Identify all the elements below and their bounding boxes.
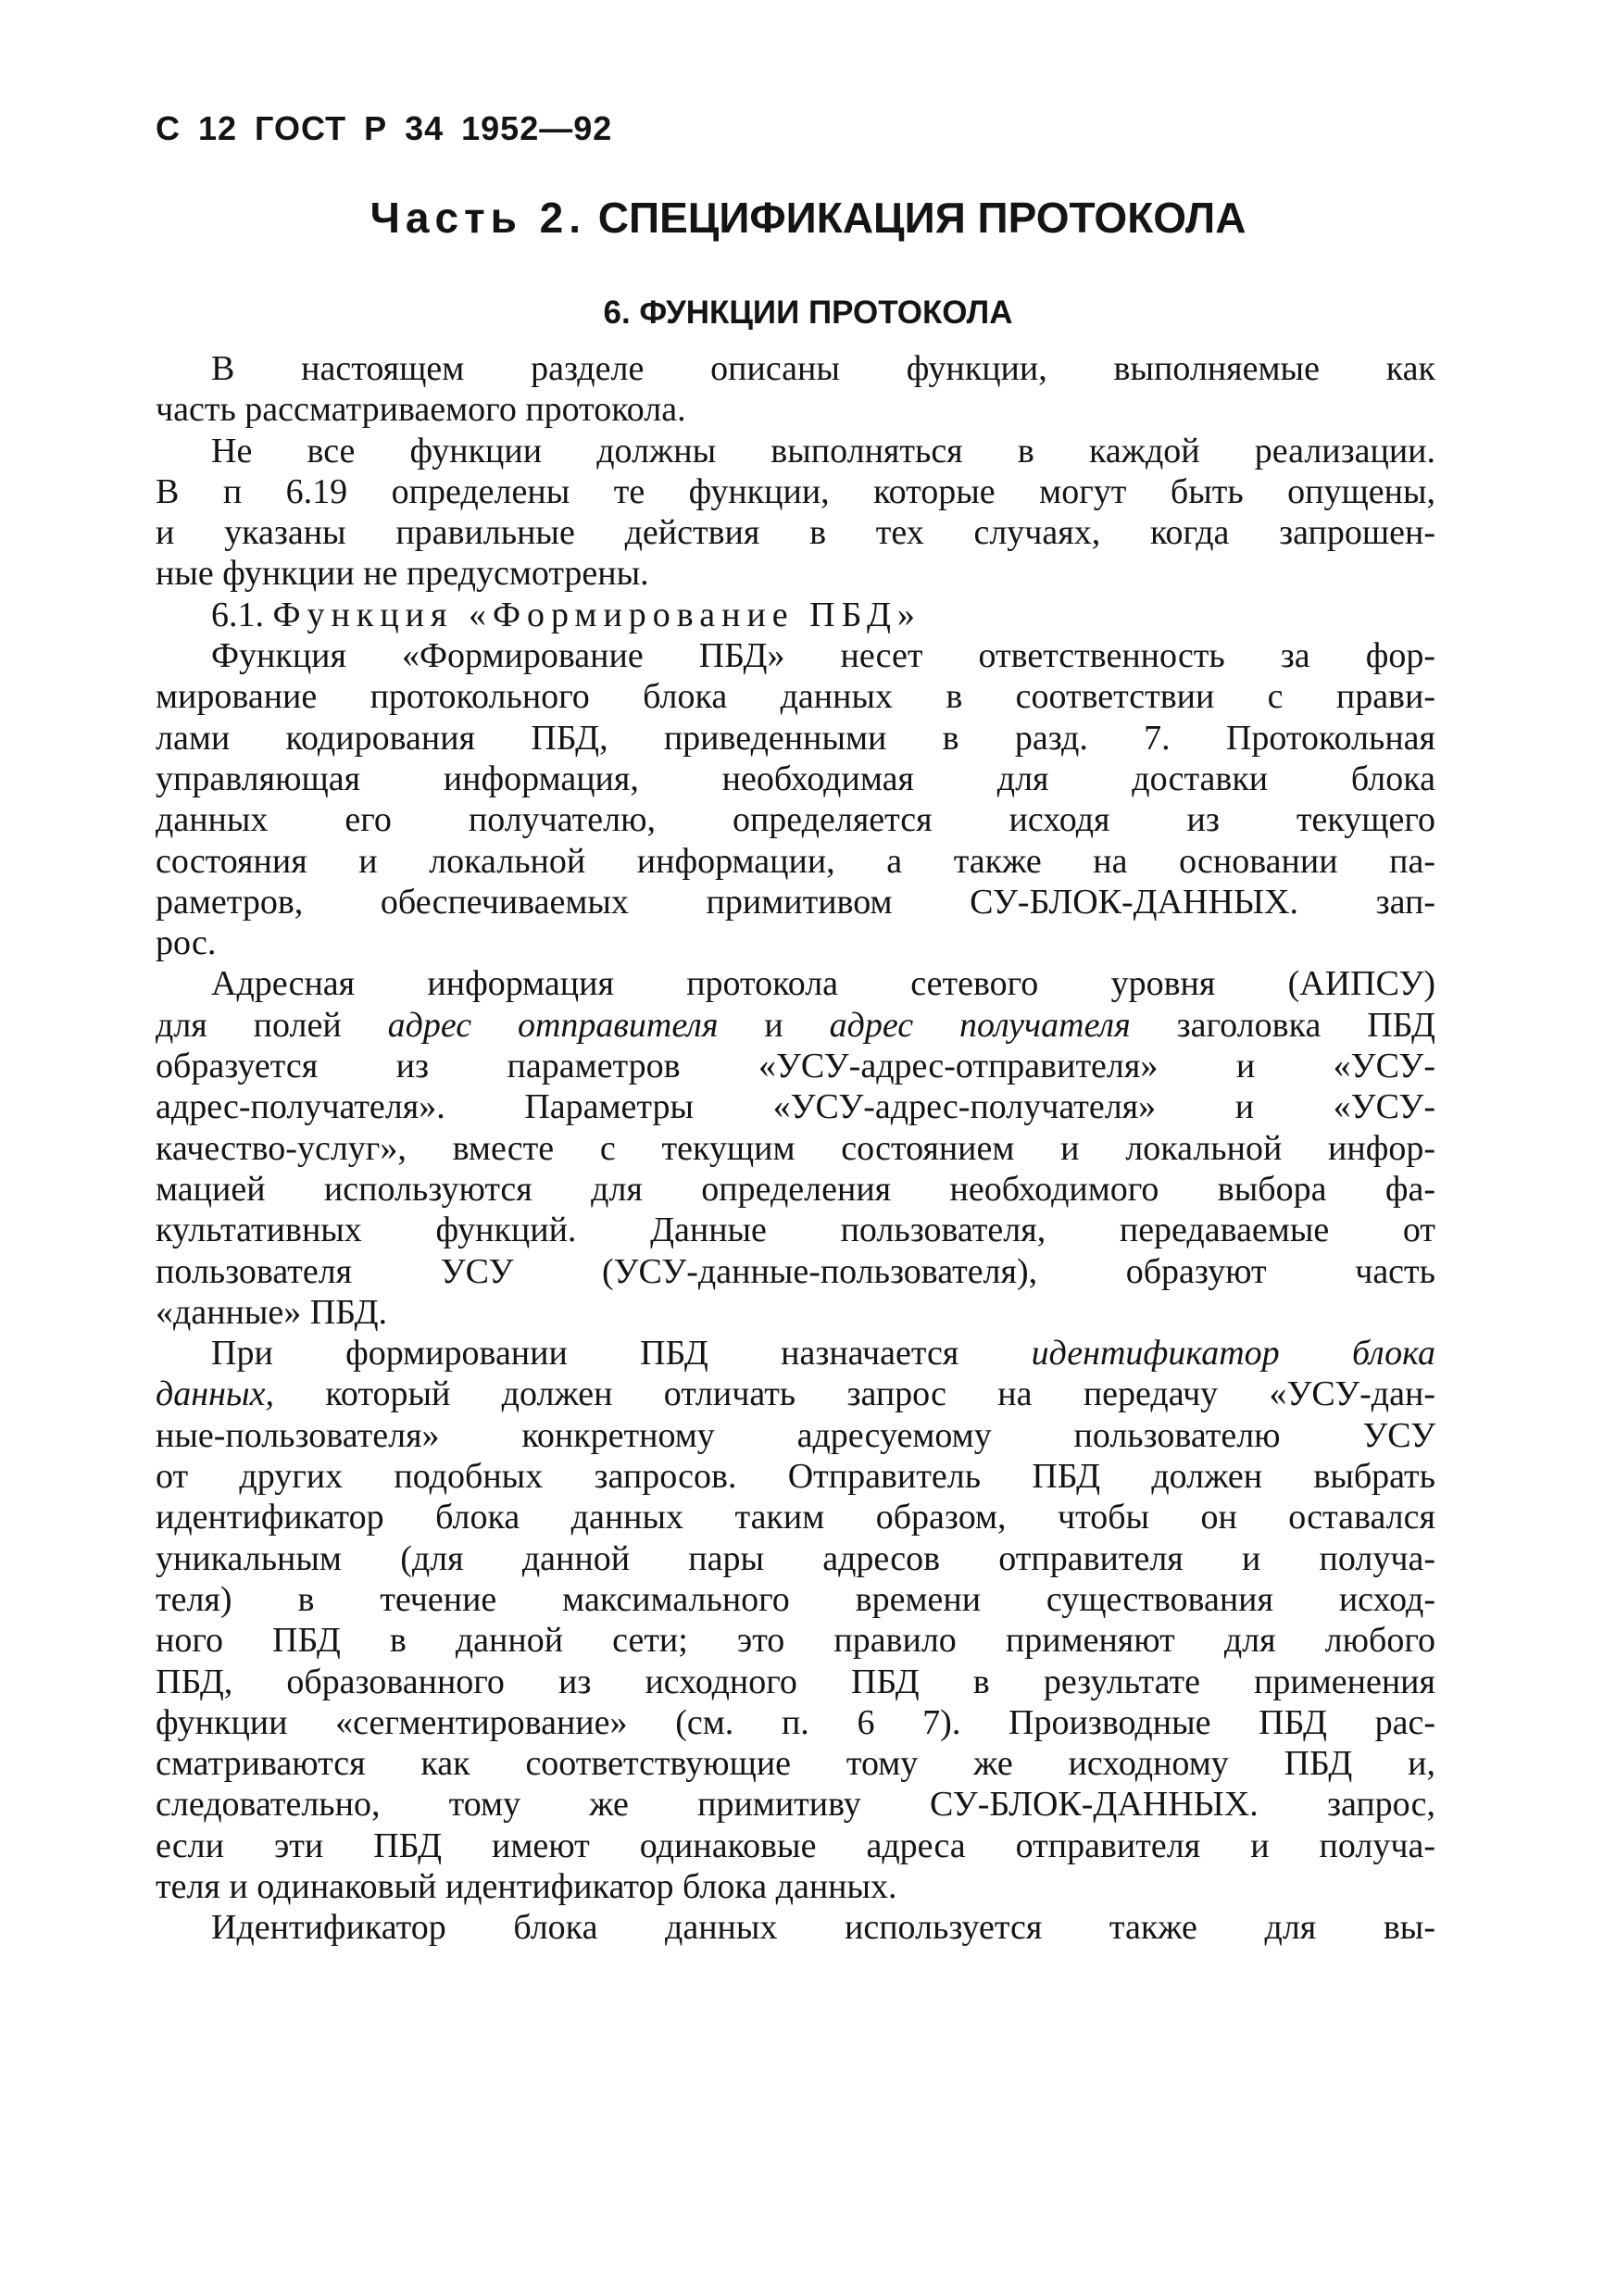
paragraph-5-line: идентификатор блока данных таким образом, чтобы он оставался <box>156 1498 1435 1537</box>
paragraph-6-line: Идентификатор блока данных используется также для вы- <box>211 1908 1435 1948</box>
text-run: и <box>718 1005 830 1045</box>
paragraph-5-line: функции «сегментирование» (см. п. 6 7). Производные ПБД рас- <box>156 1702 1435 1742</box>
text-run: заголовка ПБД <box>1130 1005 1435 1045</box>
paragraph-5-line: теля и одинаковый идентификатор блока данных. <box>156 1866 897 1906</box>
paragraph-4-line: адрес-получателя». Параметры «УСУ-адрес-получателя» и «УСУ- <box>156 1087 1435 1127</box>
italic-term-data: данных, <box>156 1374 275 1414</box>
text-run: При формировании ПБД назначается <box>211 1334 1032 1374</box>
paragraph-2-line: Не все функции должны выполняться в каждой реализации. <box>211 431 1435 470</box>
paragraph-3-line: рос. <box>156 923 217 963</box>
paragraph-4-line <box>156 1005 1435 1046</box>
subsection-heading <box>156 595 1435 635</box>
paragraph-4-line: образуется из параметров «УСУ-адрес-отправителя» и «УСУ- <box>156 1047 1435 1086</box>
paragraph-5-line: ные-пользователя» конкретному адресуемому пользователю УСУ <box>156 1415 1435 1455</box>
paragraph-5-line: ного ПБД в данной сети; это правило применяют для любого <box>156 1621 1435 1661</box>
paragraph-3-line: данных его получателю, определяется исходя из текущего <box>156 800 1435 840</box>
paragraph-4-line: пользователя УСУ (УСУ-данные-пользователя), образуют часть <box>156 1251 1435 1291</box>
part-title-text: СПЕЦИФИКАЦИЯ ПРОТОКОЛА <box>597 194 1246 242</box>
paragraph-5-line: если эти ПБД имеют одинаковые адреса отправителя и получа- <box>156 1826 1435 1865</box>
subsection-title: Функция «Формирование ПБД» <box>272 595 921 634</box>
paragraph-3-line: состояния и локальной информации, а также на основании па- <box>156 841 1435 881</box>
paragraph-4-line: Адресная информация протокола сетевого уровня (АИПСУ) <box>211 964 1435 1004</box>
running-head: С 12 ГОСТ Р 34 1952—92 <box>156 109 613 147</box>
text-run: который должен отличать запрос на передачу «УСУ-дан- <box>274 1374 1435 1414</box>
paragraph-3-line: Функция «Формирование ПБД» несет ответственность за фор- <box>211 636 1435 676</box>
paragraph-2-line: В п 6.19 определены те функции, которые могут быть опущены, <box>156 471 1435 511</box>
paragraph-2-line: и указаны правильные действия в тех случаях, когда запрошен- <box>156 513 1435 553</box>
body-text <box>156 348 1435 1949</box>
paragraph-3-line: лами кодирования ПБД, приведенными в разд. 7. Протокольная <box>156 718 1435 758</box>
part-prefix: Часть 2. <box>370 194 587 242</box>
paragraph-3-line: раметров, обеспечиваемых примитивом СУ-БЛОК-ДАННЫХ. зап- <box>156 882 1435 922</box>
paragraph-4-line: мацией используются для определения необходимого выбора фа- <box>156 1169 1435 1209</box>
paragraph-5-line <box>156 1333 1435 1374</box>
paragraph-5-line: от других подобных запросов. Отправитель ПБД должен выбрать <box>156 1457 1435 1497</box>
paragraph-4-line: «данные» ПБД. <box>156 1292 388 1332</box>
paragraph-5-line: теля) в течение максимального времени существования исход- <box>156 1579 1435 1619</box>
section-title: 6. ФУНКЦИИ ПРОТОКОЛА <box>603 295 1013 331</box>
paragraph-3-line: мирование протокольного блока данных в соответствии с прави- <box>156 677 1435 717</box>
paragraph-2-line: ные функции не предусмотрены. <box>156 554 649 594</box>
paragraph-3-line: управляющая информация, необходимая для доставки блока <box>156 759 1435 798</box>
paragraph-4-line: культативных функций. Данные пользователя, передаваемые от <box>156 1211 1435 1250</box>
subsection-number: 6.1. <box>211 595 264 634</box>
paragraph-5-line: следовательно, тому же примитиву СУ-БЛОК-ДАННЫХ. запрос, <box>156 1785 1435 1825</box>
italic-term-recipient-address: адрес получателя <box>829 1005 1131 1045</box>
italic-term-sender-address: адрес отправителя <box>387 1005 719 1045</box>
paragraph-5-line: уникальным (для данной пары адресов отправителя и получа- <box>156 1538 1435 1578</box>
paragraph-5-line: сматриваются как соответствующие тому же исходному ПБД и, <box>156 1744 1435 1784</box>
text-run: для полей <box>156 1005 388 1045</box>
paragraph-1-line: В настоящем разделе описаны функции, выполняемые как <box>211 349 1435 388</box>
italic-term-block-identifier: идентификатор блока <box>1031 1334 1435 1374</box>
paragraph-5-line: ПБД, образованного из исходного ПБД в результате применения <box>156 1662 1435 1701</box>
paragraph-4-line: качество-услуг», вместе с текущим состоянием и локальной инфор- <box>156 1128 1435 1168</box>
part-title <box>0 193 1616 243</box>
paragraph-1-line: часть рассматриваемого протокола. <box>156 390 686 430</box>
paragraph-5-line <box>156 1374 1435 1414</box>
